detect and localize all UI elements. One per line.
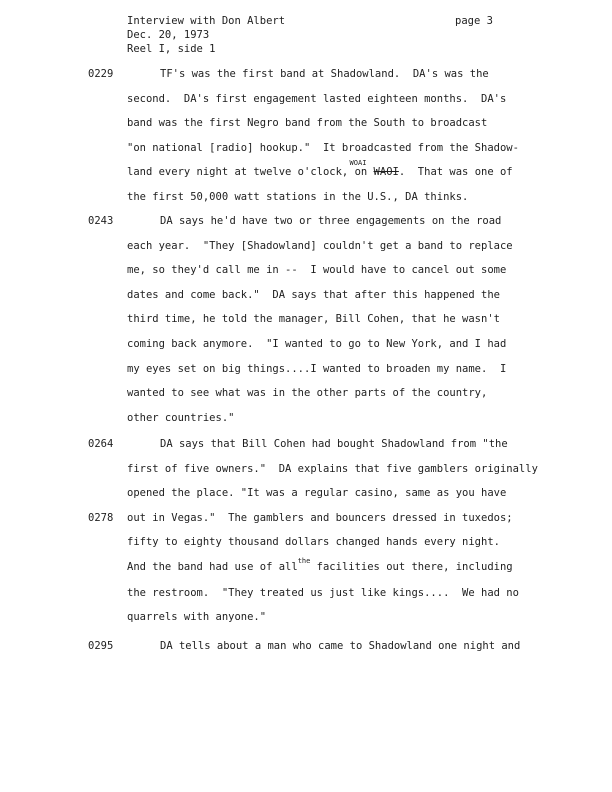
header-date: Dec. 20, 1973	[127, 29, 210, 41]
header-title: Interview with Don Albert	[127, 15, 286, 27]
text-line: DA says he'd have two or three engagements on the road	[160, 215, 502, 227]
text-line-with-correction	[127, 160, 587, 185]
text-line: dates and come back." DA says that after this happened the	[127, 288, 500, 301]
superscript-insertion: the	[297, 556, 311, 565]
text-line: TF's was the first band at Shadowland. DA's was the	[160, 68, 489, 80]
text-segment: land every night at twelve o'clock, on	[127, 166, 368, 179]
text-line: wanted to see what was in the other parts of the country,	[127, 387, 488, 400]
text-line: the first 50,000 watt stations in the U.S., DA thinks.	[127, 190, 469, 203]
text-line: the restroom. "They treated us just like kings.... We had no	[127, 586, 519, 599]
tape-counter: 0264	[88, 438, 114, 450]
text-line: coming back anymore. "I wanted to go to New York, and I had	[127, 337, 507, 350]
text-line: out in Vegas." The gamblers and bouncers dressed in tuxedos;	[127, 511, 513, 524]
text-line: second. DA's first engagement lasted eighteen months. DA's	[127, 92, 507, 105]
text-line: me, so they'd call me in -- I would have to cancel out some	[127, 264, 507, 277]
struck-text: WAOI	[373, 166, 399, 179]
tape-counter: 0295	[88, 640, 114, 652]
text-line: third time, he told the manager, Bill Cohen, that he wasn't	[127, 313, 500, 326]
text-line: "on national [radio] hookup." It broadcasted from the Shadow-	[127, 141, 519, 154]
text-segment: facilities out there, including	[310, 560, 513, 573]
tape-counter: 0278	[88, 511, 114, 524]
handwritten-insertion: WOAI	[349, 159, 367, 168]
text-line: fifty to eighty thousand dollars changed hands every night.	[127, 536, 500, 549]
text-line-with-insertion	[127, 555, 587, 581]
tape-counter: 0229	[88, 68, 114, 80]
text-segment: And the band had use of all	[127, 560, 298, 573]
text-line: band was the first Negro band from the South to broadcast	[127, 117, 488, 130]
text-line: quarrels with anyone."	[127, 611, 267, 624]
tape-counter: 0243	[88, 215, 114, 227]
text-line: each year. "They [Shadowland] couldn't get a band to replace	[127, 239, 513, 252]
text-line: opened the place. "It was a regular casino, same as you have	[127, 487, 507, 500]
header-reel: Reel I, side 1	[127, 43, 216, 55]
text-line: DA tells about a man who came to Shadowland one night and	[160, 640, 521, 652]
text-line: DA says that Bill Cohen had bought Shadowland from "the	[160, 438, 508, 450]
text-segment: . That was one of	[398, 166, 513, 179]
page-number: page 3	[455, 15, 493, 27]
text-line: my eyes set on big things....I wanted to broaden my name. I	[127, 362, 507, 375]
text-line: first of five owners." DA explains that five gamblers originally	[127, 462, 538, 475]
document-header	[127, 14, 285, 56]
text-line: other countries."	[127, 411, 235, 424]
